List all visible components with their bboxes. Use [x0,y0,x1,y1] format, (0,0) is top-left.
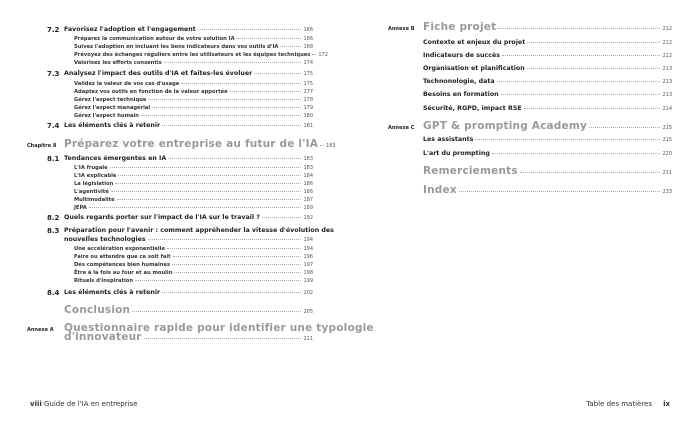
page-number: 194 [303,237,313,243]
entry-title: Analysez l'impact des outils d'IA et faites-les évoluer [64,70,253,77]
page-number: 183 [303,156,313,162]
page-number: 177 [303,89,313,95]
page-number: 231 [662,170,672,176]
section-number: 8.3 [47,227,60,235]
toc-entry-7-4[interactable] [64,122,313,129]
entry-title: L'IA frugale [74,165,108,171]
toc-subentry[interactable] [74,197,313,203]
toc-subentry[interactable] [74,44,313,50]
page-number: 178 [303,97,313,103]
page-number: 213 [662,92,672,98]
leader-dots [164,62,302,63]
entry-title: Adaptez vos outils en fonction de la valeur apportée [74,89,228,95]
toc-entry-7-3[interactable] [64,70,313,77]
toc-entry-8-1[interactable] [64,155,313,162]
page-number: 184 [303,173,313,179]
leader-dots [162,125,301,126]
entry-title: L'agentivité [74,189,109,195]
entry-title: Préparez votre entreprise au futur de l'IA [64,138,319,150]
toc-subentry[interactable] [74,262,313,268]
toc-subentry[interactable] [74,173,313,179]
toc-subentry[interactable] [423,65,672,72]
annex-label: Annexe A [27,327,54,333]
page-number: 166 [303,36,313,42]
toc-subentry[interactable] [74,60,313,66]
leader-dots [501,94,661,95]
page-number: 189 [303,205,313,211]
entry-title: Quels regards porter sur l'impact de l'IA sur le travail ? [64,214,260,221]
right-running-title: Table des matières [586,400,652,408]
annex-label: Annexe C [388,125,415,131]
toc-subentry[interactable] [423,78,672,85]
toc-entry-7-2[interactable] [64,26,313,33]
toc-subentry[interactable] [74,181,313,187]
right-page-number: ix [663,400,670,408]
leader-dots [168,158,301,159]
leader-dots [520,172,661,173]
leader-dots [475,139,660,140]
page-number: 197 [303,262,313,268]
leader-dots [527,68,661,69]
entry-title: Préparation pour l'avenir : comment appréhender la vitesse d'évolution des [64,227,334,234]
entry-title: Gérez l'aspect technique [74,97,147,103]
leader-dots [110,167,302,168]
toc-subentry[interactable] [74,205,313,211]
leader-dots [172,264,301,265]
section-number: 8.2 [47,214,60,222]
entry-title: Index [423,184,457,196]
toc-annex-a[interactable] [64,331,313,343]
entry-title: Des compétences bien humaines [74,262,171,268]
entry-title: Les assistants [423,136,474,143]
entry-title: Besoins en formation [423,91,499,98]
page-number: 212 [662,53,672,59]
toc-annex-b[interactable] [423,21,672,33]
toc-subentry[interactable] [74,52,328,58]
section-number: 7.2 [47,26,60,34]
leader-dots [527,42,660,43]
page-number: 172 [318,52,328,58]
page-number: 220 [662,151,672,157]
section-number: 7.3 [47,70,60,78]
toc-subentry[interactable] [74,270,313,276]
entry-title: Organisation et planification [423,65,525,72]
leader-dots [262,217,302,218]
page-number: 168 [303,44,313,50]
page-number: 199 [303,278,313,284]
toc-subentry[interactable] [74,105,313,111]
leader-dots [254,73,301,74]
entry-title: Valorisez les efforts consentis [74,60,162,66]
page-number: 186 [303,181,313,187]
left-running-title: Guide de l'IA en entreprise [44,400,138,408]
page-number: 215 [662,125,672,131]
chapter-label: Chapitre 8 [27,143,57,149]
entry-title: L'art du prompting [423,150,490,157]
entry-title: Prévoyez des échanges réguliers entre les utilisateurs et les équipes techniques [74,52,311,58]
entry-title: d'innovateur [64,331,142,343]
entry-title: La législation [74,181,114,187]
leader-dots [132,311,301,312]
toc-subentry[interactable] [423,136,672,143]
leader-dots [167,248,301,249]
leader-dots [117,199,302,200]
toc-subentry[interactable] [74,113,313,119]
entry-title: Gérez l'aspect managérial [74,105,151,111]
toc-chapter-8[interactable] [64,138,336,150]
page-number: 196 [303,254,313,260]
leader-dots [89,207,302,208]
toc-annex-c[interactable] [423,120,672,132]
leader-dots [144,338,302,339]
page-number: 213 [662,66,672,72]
page-number: 186 [303,189,313,195]
toc-subentry[interactable] [74,97,313,103]
entry-title: Gérez l'aspect humain [74,113,139,119]
leader-dots [459,191,661,192]
entry-title: Technonologie, data [423,78,495,85]
leader-dots [118,175,301,176]
leader-dots [280,46,301,47]
entry-title: Les éléments clés à retenir [64,289,161,296]
section-number: 8.1 [47,155,60,163]
page-number: 198 [303,270,313,276]
page-number: 205 [303,309,313,315]
page-number: 183 [326,143,336,149]
toc-subentry[interactable] [423,52,672,59]
page-number: 175 [303,81,313,87]
toc-entry-8-4[interactable] [64,289,313,296]
leader-dots [498,28,660,29]
entry-title: Sécurité, RGPD, impact RSE [423,105,522,112]
leader-dots [141,115,301,116]
entry-title: Conclusion [64,304,131,316]
toc-subentry[interactable] [74,89,313,95]
leader-dots [502,55,660,56]
toc-subentry[interactable] [74,246,313,252]
leader-dots [115,183,301,184]
leader-dots [174,272,301,273]
leader-dots [524,108,661,109]
entry-title: Suivez l'adoption en incluant les bons indicateurs dans vos outils d'IA [74,44,279,50]
toc-subentry[interactable] [423,150,672,157]
entry-title: Faire ou attendre que ce soit fait [74,254,171,260]
entry-title: Remerciements [423,165,518,177]
entry-title: Préparez la communication autour de votre solution IA [74,36,235,42]
page-number: 212 [662,26,672,32]
entry-title: Contexte et enjeux du projet [423,39,526,46]
section-number: 8.4 [47,289,60,297]
page-number: 213 [662,79,672,85]
toc-entry-8-2[interactable] [64,214,313,221]
leader-dots [492,153,661,154]
leader-dots [162,292,301,293]
page-number: 174 [303,60,313,66]
leader-dots [320,145,324,146]
toc-entry-8-3[interactable] [64,236,313,243]
toc-subentry[interactable] [74,189,313,195]
leader-dots [230,91,302,92]
toc-subentry[interactable] [423,105,672,112]
entry-title: Favorisez l'adoption et l'engagement [64,26,196,33]
entry-title: nouvelles technologies [64,236,146,243]
leader-dots [237,38,302,39]
page-number: 233 [662,189,672,195]
page-number: 180 [303,113,313,119]
leader-dots [312,54,316,55]
toc-subentry[interactable] [74,278,313,284]
entry-title: L'IA explicable [74,173,117,179]
entry-title: Une accélération exponentielle [74,246,165,252]
page-number: 179 [303,105,313,111]
page-number: 214 [662,106,672,112]
toc-subentry[interactable] [74,165,313,171]
toc-subentry[interactable] [423,91,672,98]
leader-dots [135,280,301,281]
leader-dots [148,239,302,240]
leader-dots [497,81,661,82]
left-page-number: viii [30,400,42,408]
page-number: 194 [303,246,313,252]
page-number: 211 [303,336,313,342]
entry-title: Indicateurs de succès [423,52,500,59]
toc-index[interactable] [423,184,672,196]
page-number: 183 [303,165,313,171]
toc-subentry[interactable] [74,36,313,42]
entry-title: GPT & prompting Academy [423,120,588,132]
leader-dots [589,127,660,128]
entry-title: Être à la fois au four et au moulin [74,270,173,276]
page-number: 181 [303,123,313,129]
entry-title: Multimodalité [74,197,115,203]
page-number: 215 [662,137,672,143]
toc-conclusion[interactable] [64,304,313,316]
page-number: 202 [303,290,313,296]
page-number: 175 [303,71,313,77]
page-number: 212 [662,40,672,46]
annex-label: Annexe B [388,26,415,32]
entry-title: Fiche projet [423,21,497,33]
toc-subentry[interactable] [74,254,313,260]
entry-title: Les éléments clés à retenir [64,122,161,129]
leader-dots [152,107,301,108]
entry-title: JEPA [74,205,87,211]
toc-remerciements[interactable] [423,165,672,177]
entry-title: Rituels d'inspiration [74,278,134,284]
page-number: 166 [303,27,313,33]
entry-title: Questionnaire rapide pour identifier une typologie [64,322,374,334]
toc-subentry[interactable] [423,39,672,46]
leader-dots [111,191,302,192]
leader-dots [173,256,302,257]
entry-title: Validez la valeur de vos cas d'usage [74,81,180,87]
leader-dots [198,29,302,30]
page-number: 187 [303,197,313,203]
leader-dots [181,83,301,84]
page-number: 192 [303,215,313,221]
section-number: 7.4 [47,122,60,130]
leader-dots [148,99,301,100]
entry-title: Tendances émergentes en IA [64,155,167,162]
toc-subentry[interactable] [74,81,313,87]
toc-entry-8-3-line1[interactable] [64,227,334,234]
